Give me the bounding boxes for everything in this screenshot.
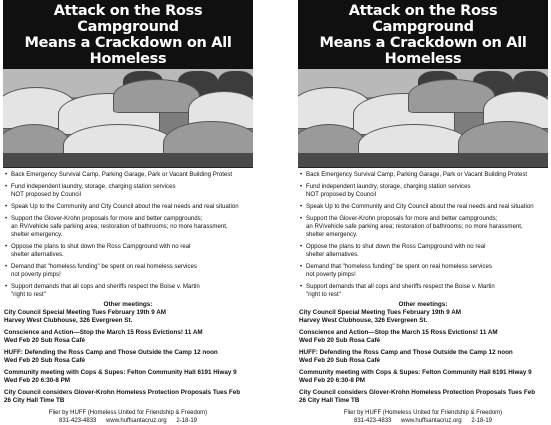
footer — [299, 409, 547, 425]
footer — [4, 409, 252, 425]
meeting-item — [4, 369, 252, 385]
demand-text: Oppose the plans to shut down the Ross Campground with no real — [11, 243, 191, 250]
bullet-icon: • — [300, 263, 303, 270]
demand-item — [299, 283, 547, 299]
events-list — [299, 309, 547, 405]
campground-tents-photo — [298, 69, 548, 168]
demand-text: not poverty pimps! — [306, 271, 356, 278]
demand-text: NOT proposed by Council — [11, 191, 82, 198]
meeting-text: City Council Special Meeting Tues February 19th 9 AM — [299, 309, 462, 316]
meeting-item — [299, 389, 547, 405]
demand-item — [4, 171, 252, 179]
bullet-icon: • — [5, 263, 8, 270]
demand-text: Oppose the plans to shut down the Ross Campground with no real — [306, 243, 486, 250]
demand-text: Demand that "homeless funding" be spent on real homeless services — [11, 263, 197, 270]
demand-item — [4, 263, 252, 279]
flyer-right — [298, 0, 548, 424]
meeting-item — [4, 389, 252, 405]
meeting-text: City Council considers Glover-Krohn Homeless Protection Proposals Tues Feb — [299, 389, 536, 396]
bullet-icon: • — [300, 203, 303, 210]
demand-text: an RV/vehicle safe parking area; restoration of bathrooms; no more harassment, — [11, 223, 228, 230]
bullet-icon: • — [300, 215, 303, 222]
bullet-icon: • — [300, 243, 303, 250]
demand-item — [299, 215, 547, 239]
demand-text: Speak Up to the Community and City Council about the real needs and real situation — [306, 203, 534, 210]
demand-text: NOT proposed by Council — [306, 191, 377, 198]
events-list — [4, 309, 252, 405]
meeting-item — [299, 349, 547, 365]
demand-text: Back Emergency Survival Camp, Parking Garage, Park or Vacant Building Protest — [306, 171, 528, 178]
other-meetings-heading: Other meetings: — [398, 301, 448, 308]
bullet-icon: • — [5, 171, 8, 178]
demand-text: shelter alternatives. — [11, 251, 64, 258]
title-banner — [3, 0, 253, 69]
campground-tents-photo — [3, 69, 253, 168]
demands-list — [4, 171, 252, 299]
demand-item — [299, 263, 547, 279]
footer-credit: Flier by HUFF (Homeless United for Friendship & Freedom) — [343, 410, 503, 416]
demand-text: Fund independent laundry, storage, charging station services — [11, 183, 176, 190]
demand-text: Support demands that all cops and sheriffs respect the Boise v. Martin — [306, 283, 495, 290]
demand-text: Support the Glover-Krohn proposals for more and better campgrounds; — [306, 215, 498, 222]
phone-number: 831-423-4833 — [354, 418, 392, 424]
meeting-text: Conscience and Action—Stop the March 15 Ross Evictions! 11 AM — [299, 329, 498, 336]
meeting-text: 26 City Hall Time TB — [4, 397, 65, 404]
footer-credit: Flier by HUFF (Homeless United for Friendship & Freedom) — [48, 410, 208, 416]
demand-text: Support the Glover-Krohn proposals for more and better campgrounds; — [11, 215, 203, 222]
meeting-text: Wed Feb 20 6:30-8 PM — [299, 377, 366, 384]
demand-item — [299, 183, 547, 199]
meeting-text: Harvey West Clubhouse, 326 Evergreen St. — [299, 317, 428, 324]
demands-list — [299, 171, 547, 299]
meeting-text: Wed Feb 20 Sub Rosa Café — [4, 337, 86, 344]
title-line-2: Means a Crackdown on All Homeless — [24, 35, 232, 67]
flyer-body — [298, 168, 548, 425]
demand-item — [4, 203, 252, 211]
bullet-icon: • — [300, 283, 303, 290]
meeting-text: Harvey West Clubhouse, 326 Evergreen St. — [4, 317, 133, 324]
phone-number: 831-423-4833 — [59, 418, 97, 424]
meeting-text: HUFF: Defending the Ross Camp and Those Outside the Camp 12 noon — [4, 349, 218, 356]
meeting-text: Conscience and Action—Stop the March 15 Ross Evictions! 11 AM — [4, 329, 203, 336]
bullet-icon: • — [5, 283, 8, 290]
meeting-text: Wed Feb 20 Sub Rosa Café — [299, 357, 381, 364]
demand-text: shelter emergency. — [11, 231, 63, 238]
title-line-1: Attack on the Ross Campground — [53, 3, 203, 35]
flyer-left — [3, 0, 253, 424]
demand-item — [4, 215, 252, 239]
website-link[interactable]: www.huffsantacruz.org — [106, 418, 167, 424]
meeting-item — [4, 349, 252, 365]
demand-text: Back Emergency Survival Camp, Parking Garage, Park or Vacant Building Protest — [11, 171, 233, 178]
demand-text: "right to rest" — [306, 291, 341, 298]
flyer-body — [3, 168, 253, 425]
title-banner — [298, 0, 548, 69]
bullet-icon: • — [5, 183, 8, 190]
demand-text: Fund independent laundry, storage, charging station services — [306, 183, 471, 190]
bullet-icon: • — [5, 243, 8, 250]
demand-text: an RV/vehicle safe parking area; restoration of bathrooms; no more harassment, — [306, 223, 523, 230]
bullet-icon: • — [5, 215, 8, 222]
meeting-text: HUFF: Defending the Ross Camp and Those Outside the Camp 12 noon — [299, 349, 513, 356]
bullet-icon: • — [5, 203, 8, 210]
demand-item — [299, 203, 547, 211]
demand-item — [4, 183, 252, 199]
other-meetings-heading: Other meetings: — [103, 301, 153, 308]
demand-item — [299, 171, 547, 179]
flier-date: 2-18-19 — [176, 418, 197, 424]
meeting-item — [299, 369, 547, 385]
meeting-item — [4, 309, 252, 325]
meeting-text: Community meeting with Cops & Supes: Felton Community Hall 6191 Hiway 9 — [4, 369, 237, 376]
meeting-item — [4, 329, 252, 345]
demand-text: Speak Up to the Community and City Council about the real needs and real situation — [11, 203, 239, 210]
meeting-text: 26 City Hall Time TB — [299, 397, 360, 404]
title-line-2: Means a Crackdown on All Homeless — [319, 35, 527, 67]
website-link[interactable]: www.huffsantacruz.org — [401, 418, 462, 424]
title-line-1: Attack on the Ross Campground — [348, 3, 498, 35]
meeting-item — [299, 329, 547, 345]
demand-text: shelter alternatives. — [306, 251, 359, 258]
demand-item — [4, 243, 252, 259]
demand-item — [4, 283, 252, 299]
bullet-icon: • — [300, 183, 303, 190]
demand-text: Support demands that all cops and sheriffs respect the Boise v. Martin — [11, 283, 200, 290]
meeting-text: Wed Feb 20 Sub Rosa Café — [4, 357, 86, 364]
demand-text: shelter emergency. — [306, 231, 358, 238]
demand-text: Demand that "homeless funding" be spent on real homeless services — [306, 263, 492, 270]
flier-date: 2-18-19 — [471, 418, 492, 424]
meeting-text: Wed Feb 20 Sub Rosa Café — [299, 337, 381, 344]
demand-text: "right to rest" — [11, 291, 46, 298]
meeting-text: City Council considers Glover-Krohn Homeless Protection Proposals Tues Feb — [4, 389, 241, 396]
meeting-text: Community meeting with Cops & Supes: Felton Community Hall 6191 Hiway 9 — [299, 369, 532, 376]
bullet-icon: • — [300, 171, 303, 178]
meeting-item — [299, 309, 547, 325]
demand-text: not poverty pimps! — [11, 271, 61, 278]
meeting-text: Wed Feb 20 6:30-8 PM — [4, 377, 71, 384]
meeting-text: City Council Special Meeting Tues February 19th 9 AM — [4, 309, 167, 316]
demand-item — [299, 243, 547, 259]
